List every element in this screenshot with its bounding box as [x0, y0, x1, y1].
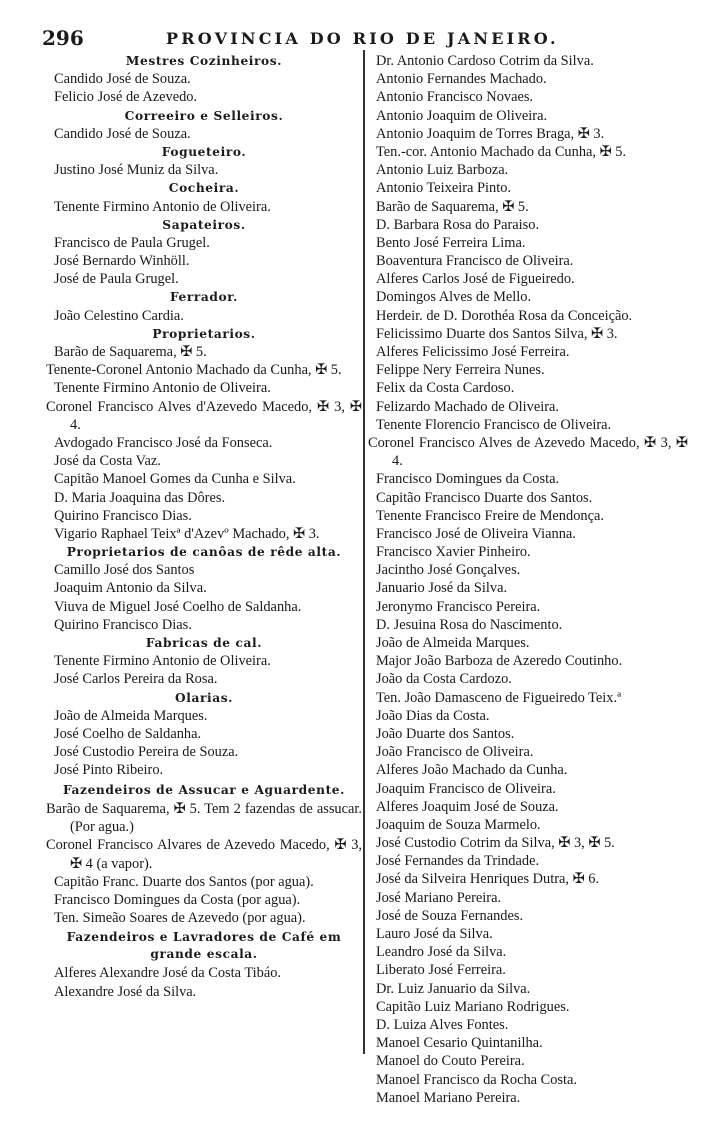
directory-entry: Candido José de Souza. [54, 125, 191, 142]
directory-entry: José Custodio Pereira de Souza. [54, 744, 239, 761]
directory-entry: José de Paula Grugel. [54, 271, 179, 288]
directory-entry: Joaquim Antonio da Silva. [54, 580, 207, 597]
directory-entry: Alferes João Machado da Cunha. [376, 762, 568, 779]
directory-entry: Boaventura Francisco de Oliveira. [376, 253, 574, 270]
directory-entry: José da Silveira Henriques Dutra, ✠ 6. [376, 871, 600, 888]
directory-entry: Coronel Francisco Alvares de Azevedo Macedo, ✠ 3, ✠ 4 (a vapor). [46, 837, 362, 872]
directory-entry: Dr. Antonio Cardoso Cotrim da Silva. [376, 53, 594, 69]
section-heading: Mestres Cozinheiros. [125, 54, 283, 68]
section-heading: Sapateiros. [162, 217, 246, 232]
section-heading: Olarias. [175, 690, 233, 705]
directory-entry: João Celestino Cardia. [54, 307, 184, 324]
directory-entry: Capitão Franc. Duarte dos Santos (por agua). [54, 873, 314, 890]
directory-entry: Vigario Raphael Teixª d'Azevº Machado, ✠ 3. [54, 525, 320, 542]
directory-entry: D. Barbara Rosa do Paraiso. [376, 216, 540, 233]
directory-entry: Tenente Francisco Freire de Mendonça. [376, 507, 604, 524]
directory-entry: João Dias da Costa. [376, 707, 490, 724]
directory-entry: Tenente Firmino Antonio de Oliveira. [54, 653, 271, 670]
directory-entry: Alferes Alexandre José da Costa Tibáo. [54, 965, 282, 982]
directory-entry: Quirino Francisco Dias. [54, 507, 192, 524]
section-heading: Correeiro e Selleiros. [124, 108, 284, 123]
directory-entry: José da Costa Vaz. [54, 453, 161, 470]
directory-entry: Manoel Cesario Quintanilha. [376, 1035, 543, 1052]
directory-entry: Alferes Carlos José de Figueiredo. [376, 271, 575, 288]
directory-entry: Quirino Francisco Dias. [54, 616, 192, 633]
directory-entry: João de Almeida Marques. [54, 707, 208, 724]
directory-entry: Felicio José de Azevedo. [54, 89, 198, 106]
directory-entry: Candido José de Souza. [54, 71, 191, 88]
directory-entry: João da Costa Cardozo. [376, 671, 512, 688]
directory-entry: Francisco de Paula Grugel. [54, 234, 210, 251]
directory-entry: Capitão Manoel Gomes da Cunha e Silva. [54, 471, 296, 488]
directory-entry: Ten.-cor. Antonio Machado da Cunha, ✠ 5. [376, 143, 627, 160]
directory-entry: Leandro José da Silva. [376, 944, 507, 961]
directory-entry: João de Almeida Marques. [376, 635, 530, 652]
directory-entry: Francisco Xavier Pinheiro. [376, 544, 531, 561]
directory-entry: Jeronymo Francisco Pereira. [376, 598, 541, 615]
directory-entry: Avdogado Francisco José da Fonseca. [54, 434, 273, 451]
directory-entry: Antonio Teixeira Pinto. [376, 180, 512, 197]
directory-entry: Alferes Joaquim José de Souza. [376, 798, 559, 815]
column-divider [363, 50, 365, 1054]
section-heading: Fogueteiro. [161, 144, 247, 159]
section-heading: Proprietarios de canôas de rêde alta. [66, 545, 342, 560]
directory-entry: Antonio Joaquim de Oliveira. [376, 107, 548, 124]
directory-entry: José Mariano Pereira. [376, 889, 502, 906]
directory-entry: Felizardo Machado de Oliveira. [376, 398, 560, 415]
directory-entry: Antonio Joaquim de Torres Braga, ✠ 3. [376, 125, 605, 142]
directory-entry: José Pinto Ribeiro. [54, 762, 164, 779]
directory-entry: Manoel Mariano Pereira. [376, 1089, 521, 1106]
directory-entry: Capitão Luiz Mariano Rodrigues. [376, 998, 570, 1015]
page-title: PROVINCIA DO RIO DE JANEIRO. [166, 29, 559, 48]
directory-entry: Alexandre José da Silva. [54, 983, 197, 1000]
directory-entry: Barão de Saquarema, ✠ 5. [54, 344, 207, 360]
directory-entry: José Carlos Pereira da Rosa. [54, 671, 218, 688]
directory-entry: Francisco Domingues da Costa (por agua). [54, 892, 301, 909]
directory-entry: Francisco Domingues da Costa. [376, 471, 560, 488]
directory-entry: Joaquim Francisco de Oliveira. [376, 780, 556, 797]
directory-entry: Ten. Simeão Soares de Azevedo (por agua). [54, 910, 306, 927]
directory-entry: Barão de Saquarema, ✠ 5. Tem 2 fazendas de assucar. (Por agua.) [46, 801, 362, 836]
directory-entry: D. Jesuina Rosa do Nascimento. [376, 616, 563, 633]
directory-entry: Coronel Francisco Alves d'Azevedo Macedo, ✠ 3, ✠ 4. [46, 398, 362, 433]
directory-entry: Liberato José Ferreira. [376, 962, 506, 979]
directory-entry: Francisco José de Oliveira Vianna. [376, 525, 576, 542]
directory-entry: Bento José Ferreira Lima. [376, 234, 526, 251]
directory-entry: Dr. Luiz Januario da Silva. [376, 980, 531, 997]
section-heading: Fazendeiros de Assucar e Aguardente. [62, 782, 346, 797]
directory-entry: D. Luiza Alves Fontes. [376, 1016, 509, 1033]
directory-entry: José Coelho de Saldanha. [54, 725, 202, 742]
directory-entry: Felicissimo Duarte dos Santos Silva, ✠ 3. [376, 325, 618, 342]
directory-entry: Lauro José da Silva. [376, 926, 493, 943]
directory-entry: Antonio Luiz Barboza. [376, 162, 509, 179]
right-column [368, 52, 688, 1107]
directory-entry: Domingos Alves de Mello. [376, 289, 532, 306]
directory-entry: Justino José Muniz da Silva. [54, 162, 219, 179]
directory-entry: Jacintho José Gonçalves. [376, 562, 521, 579]
directory-entry: Alferes Felicissimo José Ferreira. [376, 344, 570, 360]
directory-entry: Manoel Francisco da Rocha Costa. [376, 1071, 578, 1088]
directory-entry: Coronel Francisco Alves de Azevedo Macedo, ✠ 3, ✠ 4. [368, 434, 688, 470]
directory-entry: Tenente Firmino Antonio de Oliveira. [54, 198, 271, 215]
directory-entry: Manoel do Couto Pereira. [376, 1053, 525, 1070]
directory-entry: Capitão Francisco Duarte dos Santos. [376, 489, 593, 506]
directory-entry: Felix da Costa Cardoso. [376, 380, 515, 397]
directory-entry: Antonio Fernandes Machado. [376, 71, 547, 88]
page-header [42, 26, 682, 52]
directory-entry: João Francisco de Oliveira. [376, 744, 534, 761]
directory-entry: Tenente Florencio Francisco de Oliveira. [376, 416, 612, 433]
section-heading: Proprietarios. [152, 326, 256, 341]
left-column [46, 52, 362, 1001]
directory-entry: Joaquim de Souza Marmelo. [376, 816, 541, 833]
directory-entry: Tenente Firmino Antonio de Oliveira. [54, 380, 271, 397]
directory-entry: Viuva de Miguel José Coelho de Saldanha. [54, 598, 302, 615]
directory-entry: Ten. João Damasceno de Figueiredo Teix.ª [376, 689, 622, 706]
directory-entry: D. Maria Joaquina das Dôres. [54, 489, 226, 506]
directory-entry: Felippe Nery Ferreira Nunes. [376, 362, 545, 379]
directory-entry: Tenente-Coronel Antonio Machado da Cunha, ✠ 5. [46, 362, 342, 379]
directory-entry: João Duarte dos Santos. [376, 725, 515, 742]
directory-entry: José Custodio Cotrim da Silva, ✠ 3, ✠ 5. [376, 835, 615, 852]
directory-entry: José Bernardo Winhöll. [54, 253, 190, 270]
directory-entry: Antonio Francisco Novaes. [376, 89, 534, 106]
directory-entry: José Fernandes da Trindade. [376, 853, 540, 870]
directory-entry: Barão de Saquarema, ✠ 5. [376, 198, 529, 215]
directory-entry: Major João Barboza de Azeredo Coutinho. [376, 653, 623, 670]
directory-entry: Herdeir. de D. Dorothéa Rosa da Conceição. [376, 307, 633, 324]
directory-entry: José de Souza Fernandes. [376, 907, 524, 924]
section-heading: Fabricas de cal. [145, 636, 263, 651]
page-number: 296 [42, 26, 84, 50]
section-heading: Ferrador. [169, 290, 239, 305]
directory-entry: Januario José da Silva. [376, 580, 508, 597]
section-heading: Fazendeiros e Lavradores de Café em grande escala. [66, 930, 342, 961]
directory-entry: Camillo José dos Santos [54, 562, 195, 579]
section-heading: Cocheira. [168, 181, 240, 196]
